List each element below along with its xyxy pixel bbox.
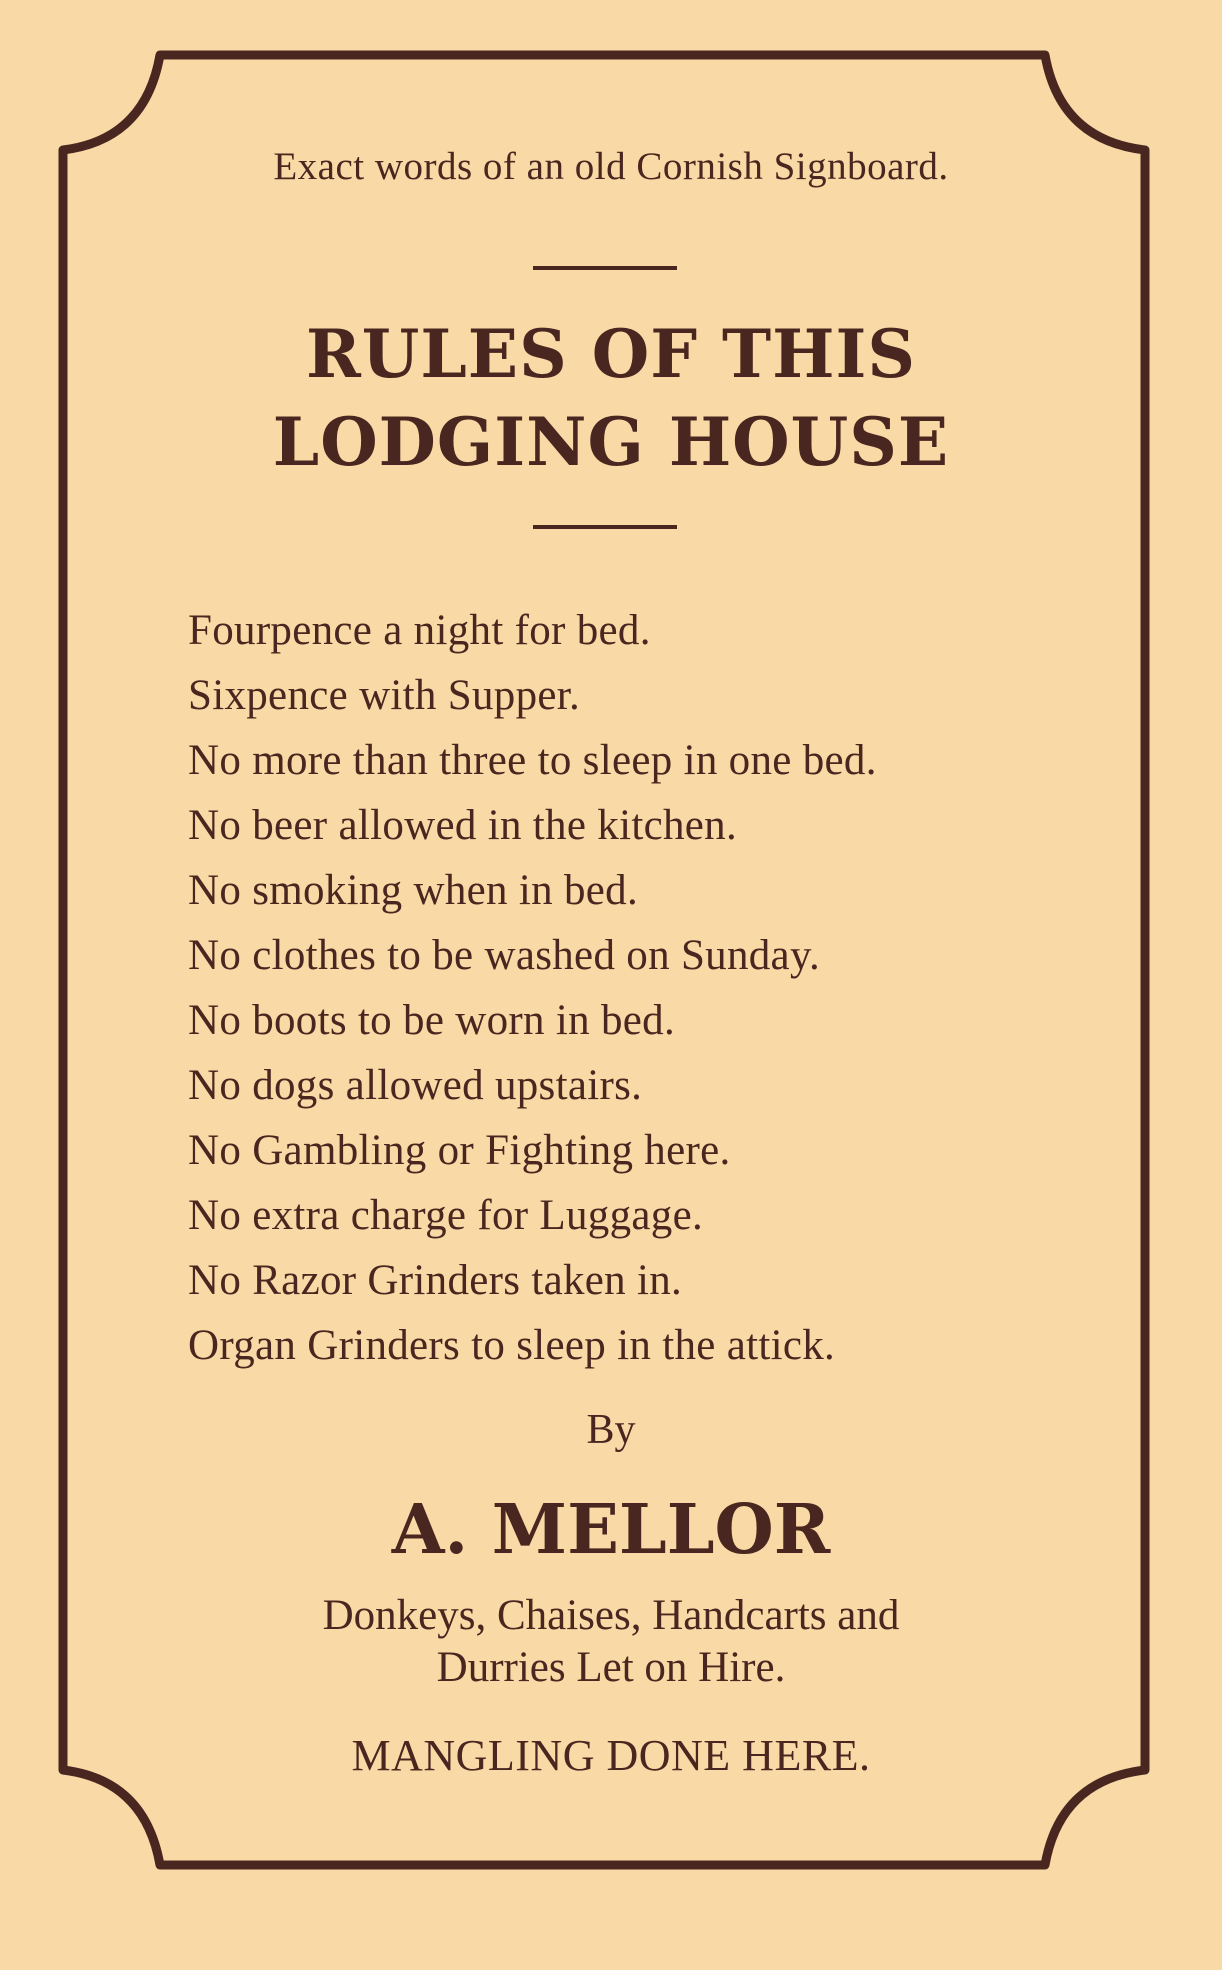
divider-bottom xyxy=(533,525,677,529)
rule-item: No beer allowed in the kitchen. xyxy=(188,802,738,849)
rule-item: Fourpence a night for bed. xyxy=(188,607,651,654)
services-text xyxy=(0,1590,1222,1694)
rule-item: No smoking when in bed. xyxy=(188,867,639,914)
page-title xyxy=(0,310,1222,486)
divider-top xyxy=(533,266,677,270)
rule-item: No Gambling or Fighting here. xyxy=(188,1127,731,1174)
proprietor-name: A. MELLOR xyxy=(391,1490,831,1570)
rules-list xyxy=(188,598,877,1378)
title-line-2: LODGING HOUSE xyxy=(272,403,950,481)
by-label: By xyxy=(586,1407,636,1453)
rule-item: No dogs allowed upstairs. xyxy=(188,1062,643,1109)
title-line-1: RULES OF THIS xyxy=(305,315,917,393)
rule-item: No more than three to sleep in one bed. xyxy=(188,737,877,784)
rule-item: No clothes to be washed on Sunday. xyxy=(188,932,820,979)
services-line-1: Donkeys, Chaises, Handcarts and xyxy=(322,1592,900,1639)
rule-item: No extra charge for Luggage. xyxy=(188,1192,704,1239)
services-line-2: Durries Let on Hire. xyxy=(436,1644,786,1691)
footer-notice: MANGLING DONE HERE. xyxy=(351,1731,871,1780)
rule-item: Sixpence with Supper. xyxy=(188,672,581,719)
subtitle: Exact words of an old Cornish Signboard. xyxy=(273,145,949,188)
rule-item: No Razor Grinders taken in. xyxy=(188,1257,683,1304)
rule-item: Organ Grinders to sleep in the attick. xyxy=(188,1322,836,1369)
rule-item: No boots to be worn in bed. xyxy=(188,997,676,1044)
